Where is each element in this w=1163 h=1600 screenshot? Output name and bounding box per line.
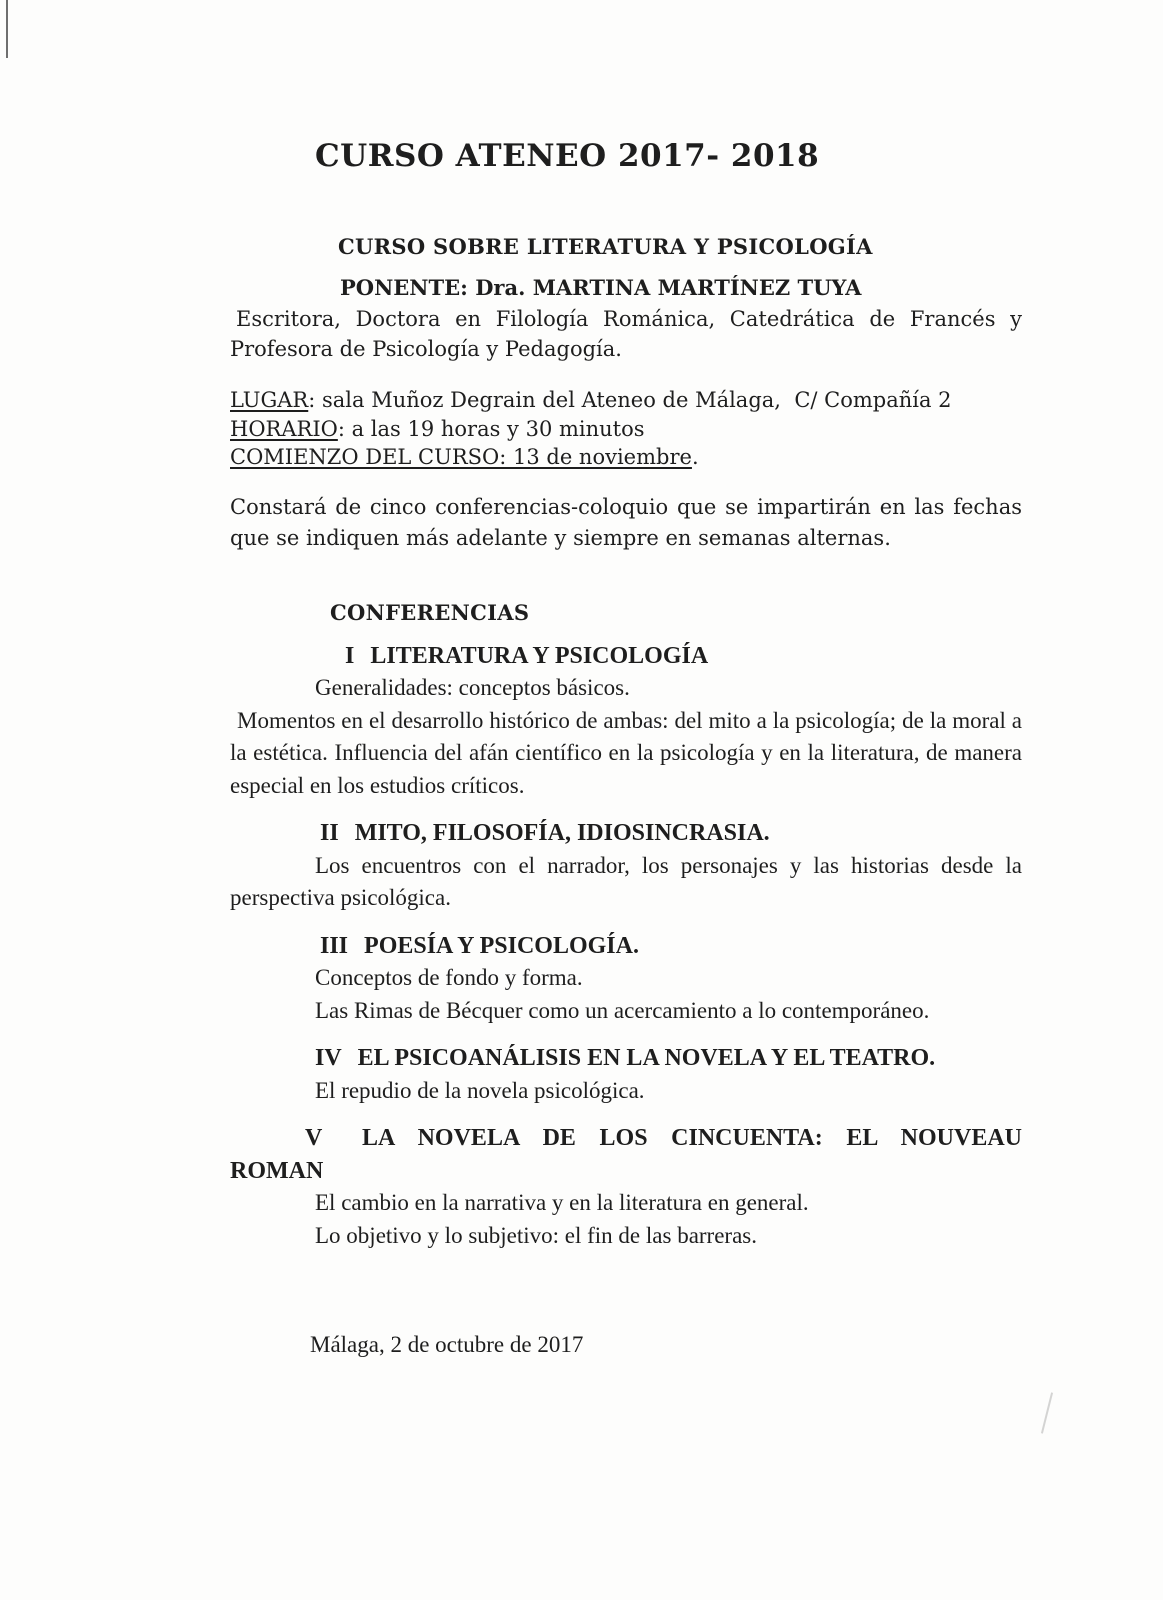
detail-lugar — [230, 386, 1022, 415]
section-2-paragraph: Los encuentros con el narrador, los personajes y las historias desde la perspectiva psicológica. — [230, 852, 1022, 910]
section-3-line-2: Las Rimas de Bécquer como un acercamiento a lo contemporáneo. — [315, 997, 930, 1023]
conference-section-4 — [230, 1042, 1022, 1107]
conferencias-heading: CONFERENCIAS — [330, 599, 530, 625]
conference-section-3 — [230, 930, 1022, 1028]
section-5-heading — [305, 1122, 1022, 1155]
intro-paragraph: Constará de cinco conferencias-coloquio que se impartirán en las fechas que se indiquen más adelante y siempre en semanas alternas. — [230, 494, 1022, 550]
speaker-name: Dra. MARTINA MARTÍNEZ TUYA — [475, 275, 862, 300]
section-1-number: I — [345, 642, 355, 669]
scan-artifact-bottom-right — [1041, 1392, 1053, 1433]
section-1-paragraph: Momentos en el desarrollo histórico de ambas: del mito a la psicología; de la moral a la estética. Influencia del afán científico en la psicología y en la literatura, de manera especial en los estudios críticos. — [230, 707, 1022, 798]
horario-text: : a las 19 horas y 30 minutos — [337, 416, 645, 441]
horario-label: HORARIO — [230, 416, 338, 441]
section-5-title-wrap: ROMAN — [230, 1157, 324, 1184]
speaker-line — [340, 275, 1022, 300]
speaker-bio: Escritora, Doctora en Filología Románica, Catedrática de Francés y Profesora de Psicología y Pedagogía. — [230, 307, 1022, 361]
conference-section-1 — [230, 640, 1022, 803]
speaker-label: PONENTE — [340, 275, 461, 300]
section-2-number: II — [320, 820, 339, 846]
section-3-line-1: Conceptos de fondo y forma. — [315, 965, 583, 990]
section-3-title: POESÍA Y PSICOLOGÍA. — [364, 932, 639, 959]
conference-section-2 — [230, 817, 1022, 915]
document-title: CURSO ATENEO 2017- 2018 — [315, 138, 820, 174]
section-2-title: MITO, FILOSOFÍA, IDIOSINCRASIA. — [354, 820, 770, 846]
document-content — [230, 0, 1022, 1358]
section-4-line-1: El repudio de la novela psicológica. — [315, 1077, 645, 1103]
section-1-title: LITERATURA Y PSICOLOGÍA — [370, 642, 709, 669]
comienzo-text: . — [691, 445, 699, 469]
lugar-text: : sala Muñoz Degrain del Ateneo de Málaga, C/ Compañía 2 — [308, 388, 952, 412]
conference-section-5 — [230, 1122, 1022, 1252]
course-details — [230, 386, 1022, 472]
course-title: CURSO SOBRE LITERATURA Y PSICOLOGÍA — [338, 234, 873, 259]
section-5-title: LA NOVELA DE LOS CINCUENTA: EL NOUVEAU — [361, 1125, 1022, 1151]
section-5-number: V — [305, 1125, 323, 1151]
section-4-title: EL PSICOANÁLISIS EN LA NOVELA Y EL TEATRO. — [357, 1045, 936, 1071]
speaker-separator: : — [460, 275, 476, 300]
section-4-number: IV — [315, 1045, 342, 1071]
section-5-line-2: Lo objetivo y lo subjetivo: el fin de las barreras. — [315, 1222, 757, 1248]
comienzo-label: COMIENZO DEL CURSO: 13 de noviembre — [230, 445, 692, 469]
section-1-line-1: Generalidades: conceptos básicos. — [315, 675, 630, 700]
section-2-heading — [320, 817, 1022, 850]
section-3-number: III — [320, 932, 349, 959]
section-4-heading — [315, 1042, 1022, 1075]
detail-horario — [230, 415, 1022, 444]
scan-artifact-left-edge — [6, 0, 8, 58]
section-1-heading — [345, 640, 1022, 673]
lugar-label: LUGAR — [230, 388, 309, 412]
section-5-line-1: El cambio en la narrativa y en la literatura en general. — [315, 1190, 809, 1215]
detail-comienzo — [230, 443, 1022, 472]
section-3-heading — [320, 930, 1022, 963]
date-line: Málaga, 2 de octubre de 2017 — [310, 1332, 584, 1357]
